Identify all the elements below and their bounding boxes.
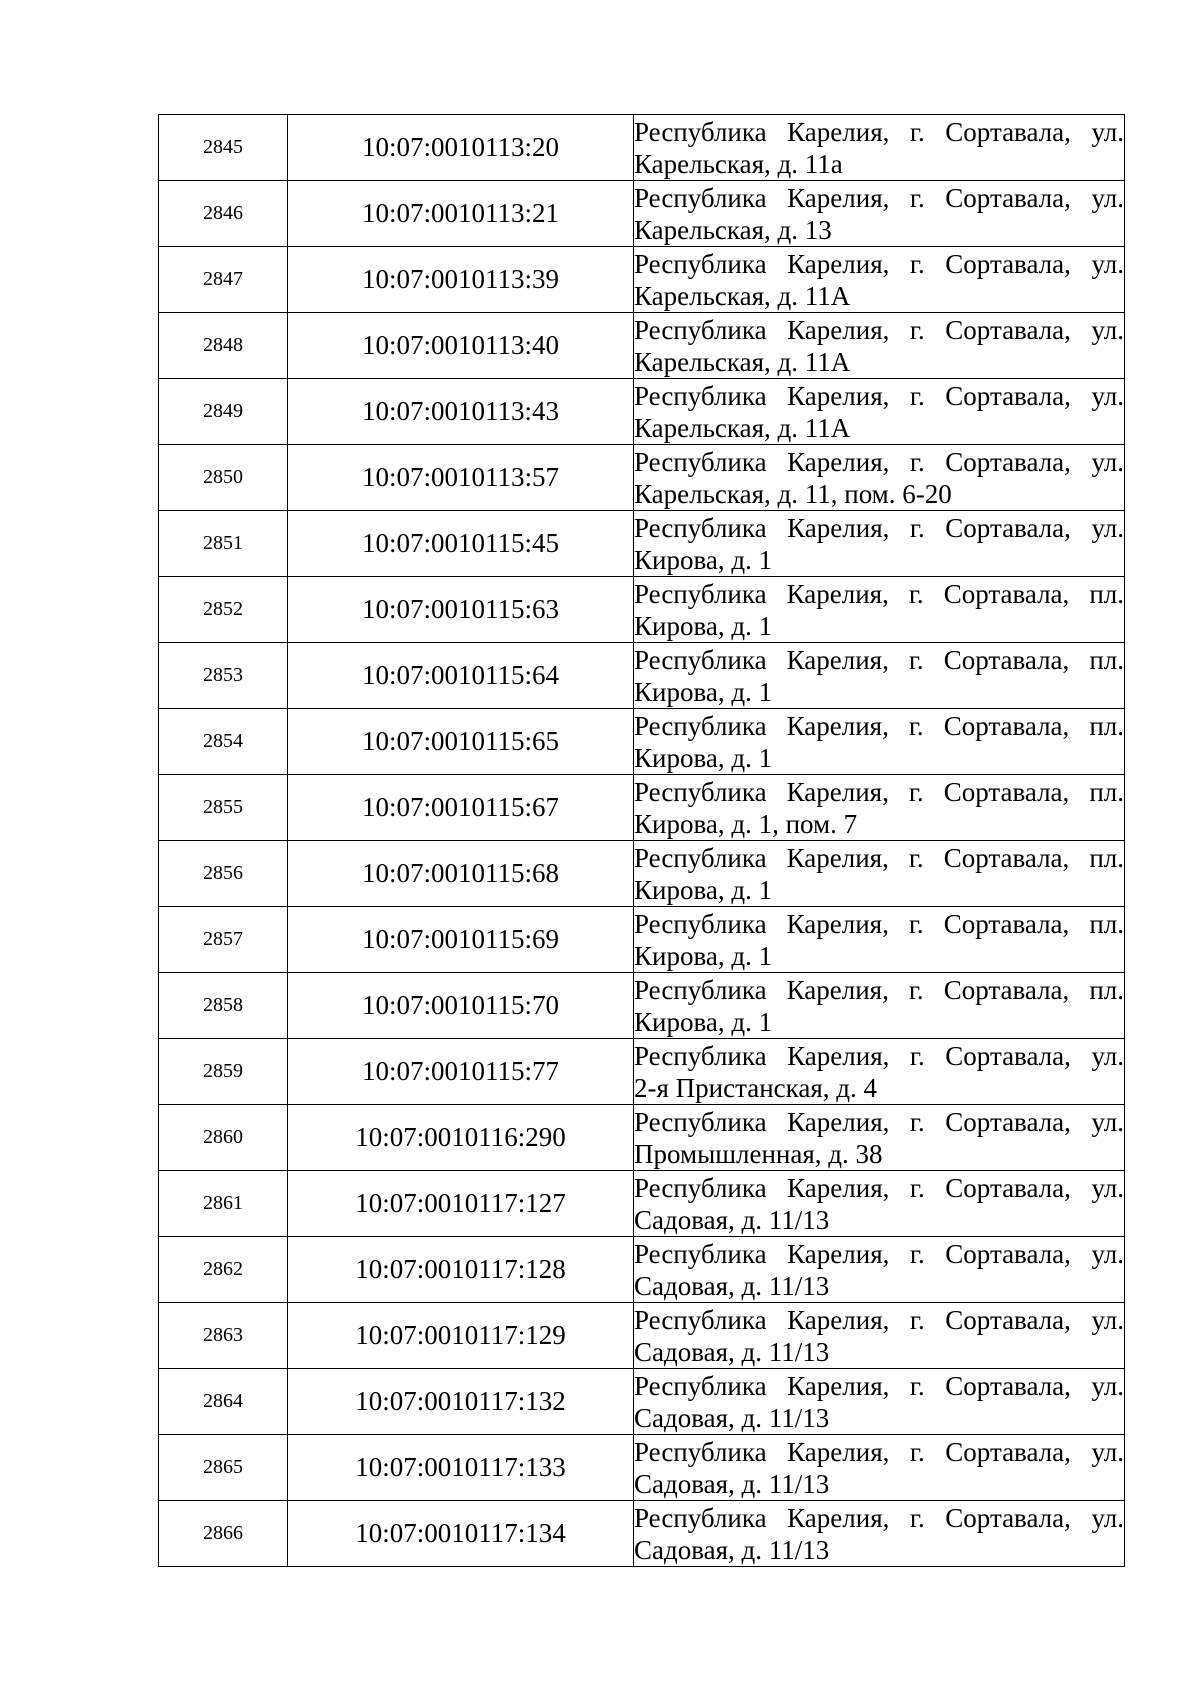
- address-cell: [634, 247, 1125, 313]
- table-row: [159, 775, 1125, 841]
- address-cell: [634, 445, 1125, 511]
- address-line-2: Садовая, д. 11/13: [634, 1336, 830, 1367]
- address-cell: [634, 1369, 1125, 1435]
- address-cell: [634, 577, 1125, 643]
- table-row: [159, 445, 1125, 511]
- address-line-2: Кирова, д. 1, пом. 7: [634, 808, 858, 839]
- address-line-2: Карельская, д. 11, пом. 6-20: [634, 478, 952, 509]
- address-cell: [634, 907, 1125, 973]
- row-number: 2856: [159, 841, 288, 907]
- row-number: 2854: [159, 709, 288, 775]
- address-line-2: Кирова, д. 1: [634, 676, 773, 707]
- cadastral-number: 10:07:0010117:128: [288, 1237, 634, 1303]
- address-cell: [634, 115, 1125, 181]
- address-line-1: Республика Карелия, г. Сортавала, ул.: [634, 380, 1124, 411]
- address-line-1: Республика Карелия, г. Сортавала, ул.: [634, 1370, 1124, 1401]
- address-cell: [634, 1237, 1125, 1303]
- table-row: [159, 709, 1125, 775]
- table-row: [159, 181, 1125, 247]
- address-line-2: Садовая, д. 11/13: [634, 1468, 830, 1499]
- cadastral-number: 10:07:0010115:45: [288, 511, 634, 577]
- cadastral-number: 10:07:0010116:290: [288, 1105, 634, 1171]
- cadastral-number: 10:07:0010113:21: [288, 181, 634, 247]
- address-line-2: Промышленная, д. 38: [634, 1138, 883, 1169]
- address-cell: [634, 1435, 1125, 1501]
- row-number: 2861: [159, 1171, 288, 1237]
- address-cell: [634, 181, 1125, 247]
- table-row: [159, 247, 1125, 313]
- address-line-1: Республика Карелия, г. Сортавала, ул.: [634, 512, 1124, 543]
- address-line-1: Республика Карелия, г. Сортавала, ул.: [634, 248, 1124, 279]
- address-cell: [634, 1501, 1125, 1567]
- address-line-1: Республика Карелия, г. Сортавала, пл.: [634, 842, 1124, 873]
- address-line-2: 2-я Пристанская, д. 4: [634, 1072, 877, 1103]
- row-number: 2845: [159, 115, 288, 181]
- address-line-2: Кирова, д. 1: [634, 742, 773, 773]
- address-line-2: Карельская, д. 11а: [634, 148, 843, 179]
- table-row: [159, 841, 1125, 907]
- address-cell: [634, 1105, 1125, 1171]
- cadastral-number: 10:07:0010115:65: [288, 709, 634, 775]
- row-number: 2852: [159, 577, 288, 643]
- cadastral-number: 10:07:0010115:68: [288, 841, 634, 907]
- address-line-1: Республика Карелия, г. Сортавала, ул.: [634, 1238, 1124, 1269]
- table-row: [159, 1435, 1125, 1501]
- table-row: [159, 1501, 1125, 1567]
- table-row: [159, 1171, 1125, 1237]
- table-row: [159, 115, 1125, 181]
- cadastral-number: 10:07:0010117:133: [288, 1435, 634, 1501]
- address-cell: [634, 973, 1125, 1039]
- address-line-1: Республика Карелия, г. Сортавала, пл.: [634, 578, 1124, 609]
- table-row: [159, 973, 1125, 1039]
- row-number: 2865: [159, 1435, 288, 1501]
- address-line-1: Республика Карелия, г. Сортавала, пл.: [634, 710, 1124, 741]
- cadastral-number: 10:07:0010117:127: [288, 1171, 634, 1237]
- table-row: [159, 1039, 1125, 1105]
- cadastral-number: 10:07:0010113:40: [288, 313, 634, 379]
- table-row: [159, 511, 1125, 577]
- row-number: 2849: [159, 379, 288, 445]
- address-line-1: Республика Карелия, г. Сортавала, пл.: [634, 776, 1124, 807]
- address-cell: [634, 1303, 1125, 1369]
- row-number: 2857: [159, 907, 288, 973]
- cadastral-number: 10:07:0010117:129: [288, 1303, 634, 1369]
- table-row: [159, 1237, 1125, 1303]
- address-line-1: Республика Карелия, г. Сортавала, ул.: [634, 446, 1124, 477]
- address-line-1: Республика Карелия, г. Сортавала, пл.: [634, 908, 1124, 939]
- cadastral-number: 10:07:0010115:67: [288, 775, 634, 841]
- cadastral-number: 10:07:0010115:77: [288, 1039, 634, 1105]
- address-line-1: Республика Карелия, г. Сортавала, ул.: [634, 1304, 1124, 1335]
- address-line-1: Республика Карелия, г. Сортавала, ул.: [634, 314, 1124, 345]
- row-number: 2859: [159, 1039, 288, 1105]
- table-row: [159, 577, 1125, 643]
- cadastral-number: 10:07:0010113:57: [288, 445, 634, 511]
- row-number: 2864: [159, 1369, 288, 1435]
- address-line-2: Кирова, д. 1: [634, 1006, 773, 1037]
- address-cell: [634, 511, 1125, 577]
- address-cell: [634, 709, 1125, 775]
- address-line-1: Республика Карелия, г. Сортавала, ул.: [634, 1502, 1124, 1533]
- address-line-2: Карельская, д. 13: [634, 214, 832, 245]
- row-number: 2860: [159, 1105, 288, 1171]
- row-number: 2850: [159, 445, 288, 511]
- address-line-2: Карельская, д. 11А: [634, 412, 851, 443]
- cadastral-number: 10:07:0010115:63: [288, 577, 634, 643]
- row-number: 2853: [159, 643, 288, 709]
- address-line-2: Садовая, д. 11/13: [634, 1270, 830, 1301]
- address-line-2: Кирова, д. 1: [634, 874, 773, 905]
- address-line-1: Республика Карелия, г. Сортавала, пл.: [634, 644, 1124, 675]
- address-line-1: Республика Карелия, г. Сортавала, ул.: [634, 182, 1124, 213]
- address-cell: [634, 1171, 1125, 1237]
- row-number: 2862: [159, 1237, 288, 1303]
- row-number: 2846: [159, 181, 288, 247]
- address-line-2: Садовая, д. 11/13: [634, 1204, 830, 1235]
- address-cell: [634, 1039, 1125, 1105]
- address-cell: [634, 379, 1125, 445]
- table-row: [159, 1369, 1125, 1435]
- row-number: 2858: [159, 973, 288, 1039]
- address-line-2: Карельская, д. 11А: [634, 346, 851, 377]
- address-line-1: Республика Карелия, г. Сортавала, ул.: [634, 116, 1124, 147]
- cadastral-number: 10:07:0010117:132: [288, 1369, 634, 1435]
- address-cell: [634, 643, 1125, 709]
- table-row: [159, 1303, 1125, 1369]
- address-line-2: Кирова, д. 1: [634, 544, 773, 575]
- table-row: [159, 313, 1125, 379]
- table-row: [159, 643, 1125, 709]
- row-number: 2851: [159, 511, 288, 577]
- row-number: 2866: [159, 1501, 288, 1567]
- address-line-1: Республика Карелия, г. Сортавала, ул.: [634, 1040, 1124, 1071]
- address-line-1: Республика Карелия, г. Сортавала, пл.: [634, 974, 1124, 1005]
- cadastral-number: 10:07:0010115:70: [288, 973, 634, 1039]
- row-number: 2847: [159, 247, 288, 313]
- address-line-1: Республика Карелия, г. Сортавала, ул.: [634, 1172, 1124, 1203]
- cadastral-number: 10:07:0010113:39: [288, 247, 634, 313]
- address-line-2: Кирова, д. 1: [634, 610, 773, 641]
- address-line-1: Республика Карелия, г. Сортавала, ул.: [634, 1106, 1124, 1137]
- row-number: 2848: [159, 313, 288, 379]
- row-number: 2855: [159, 775, 288, 841]
- address-line-2: Садовая, д. 11/13: [634, 1534, 830, 1565]
- table-row: [159, 907, 1125, 973]
- registry-table-body: [159, 115, 1125, 1567]
- address-cell: [634, 841, 1125, 907]
- address-line-2: Садовая, д. 11/13: [634, 1402, 830, 1433]
- cadastral-number: 10:07:0010117:134: [288, 1501, 634, 1567]
- address-cell: [634, 775, 1125, 841]
- registry-table: [158, 114, 1125, 1567]
- address-line-2: Кирова, д. 1: [634, 940, 773, 971]
- table-row: [159, 1105, 1125, 1171]
- row-number: 2863: [159, 1303, 288, 1369]
- address-line-1: Республика Карелия, г. Сортавала, ул.: [634, 1436, 1124, 1467]
- cadastral-number: 10:07:0010115:64: [288, 643, 634, 709]
- address-cell: [634, 313, 1125, 379]
- cadastral-number: 10:07:0010115:69: [288, 907, 634, 973]
- table-row: [159, 379, 1125, 445]
- cadastral-number: 10:07:0010113:20: [288, 115, 634, 181]
- address-line-2: Карельская, д. 11А: [634, 280, 851, 311]
- cadastral-number: 10:07:0010113:43: [288, 379, 634, 445]
